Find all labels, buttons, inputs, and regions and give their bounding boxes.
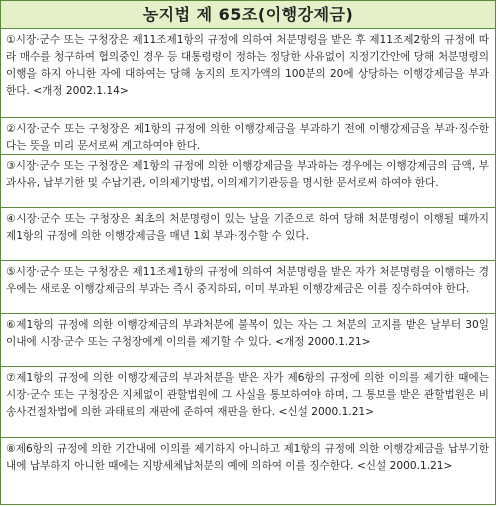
paragraph-8: ⑧제6항의 규정에 의한 기간내에 이의를 제기하지 아니하고 제1항의 규정에 의한 이행강제금을 납부기한내에 납부하지 아니한 때에는 지방세체납처분의 예에 의하여 이를 징수한다. <신설 2000.1.21> bbox=[6, 443, 489, 472]
article-title: 농지법 제 65조(이행강제금) bbox=[1, 1, 495, 29]
paragraph-5: ⑤시장·군수 또는 구청장은 제11조제1항의 규정에 의하여 처분명령을 받은 자가 처분명령을 이행하는 경우에는 새로운 이행강제금의 부과는 즉시 중지하되, 이미 부과된 이행강제금은 이를 징수하여야 한다. bbox=[1, 261, 495, 314]
paragraph-7: ⑦제1항의 규정에 의한 이행강제금의 부과처분을 받은 자가 제6항의 규정에 의한 이의를 제기한 때에는 시장·군수 또는 구청장은 지체없이 관할법원에 그 사실을 통보하여야 하며, 그 통보를 받은 관할법원은 비송사건절차법에 의한 과태료의 재판에 준하여 재판을 한다. <신설 2000.1.21> bbox=[1, 367, 495, 438]
paragraph-6: ⑥제1항의 규정에 의한 이행강제금의 부과처분에 불복이 있는 자는 그 처분의 고지를 받은 날부터 30일 이내에 시장·군수 또는 구청장에게 이의를 제기할 수 있다. <개정 2000.1.21> bbox=[1, 314, 495, 367]
paragraph-2: ②시장·군수 또는 구청장은 제1항의 규정에 의한 이행강제금을 부과하기 전에 이행강제금을 부과·징수한다는 뜻을 미리 문서로써 계고하여야 한다. bbox=[1, 118, 495, 155]
paragraph-4: ④시장·군수 또는 구청장은 최초의 처분명령이 있는 날을 기준으로 하여 당해 처분명령이 이행될 때까지 제1항의 규정에 의한 이행강제금을 매년 1회 부과·징수할 수 있다. bbox=[1, 208, 495, 261]
paragraph-3: ③시장·군수 또는 구청장은 제1항의 규정에 의한 이행강제금을 부과하는 경우에는 이행강제금의 금액, 부과사유, 납부기한 및 수납기관, 이의제기방법, 이의제기기관등을 명시한 문서로써 하여야 한다. bbox=[1, 155, 495, 208]
paragraph-1: ①시장·군수 또는 구청장은 제11조제1항의 규정에 의하여 처분명령을 받은 후 제11조제2항의 규정에 따라 매수를 청구하여 협의중인 경우 등 대통령령이 정하는 정당한 사유없이 지정기간안에 당해 처분명령의 이행을 하지 아니한 자에 대하여는 당해 농지의 토지가액의 100분의 20에 상당하는 이행강제금을 부과한다. <개정 2002.1.14> bbox=[1, 29, 495, 118]
